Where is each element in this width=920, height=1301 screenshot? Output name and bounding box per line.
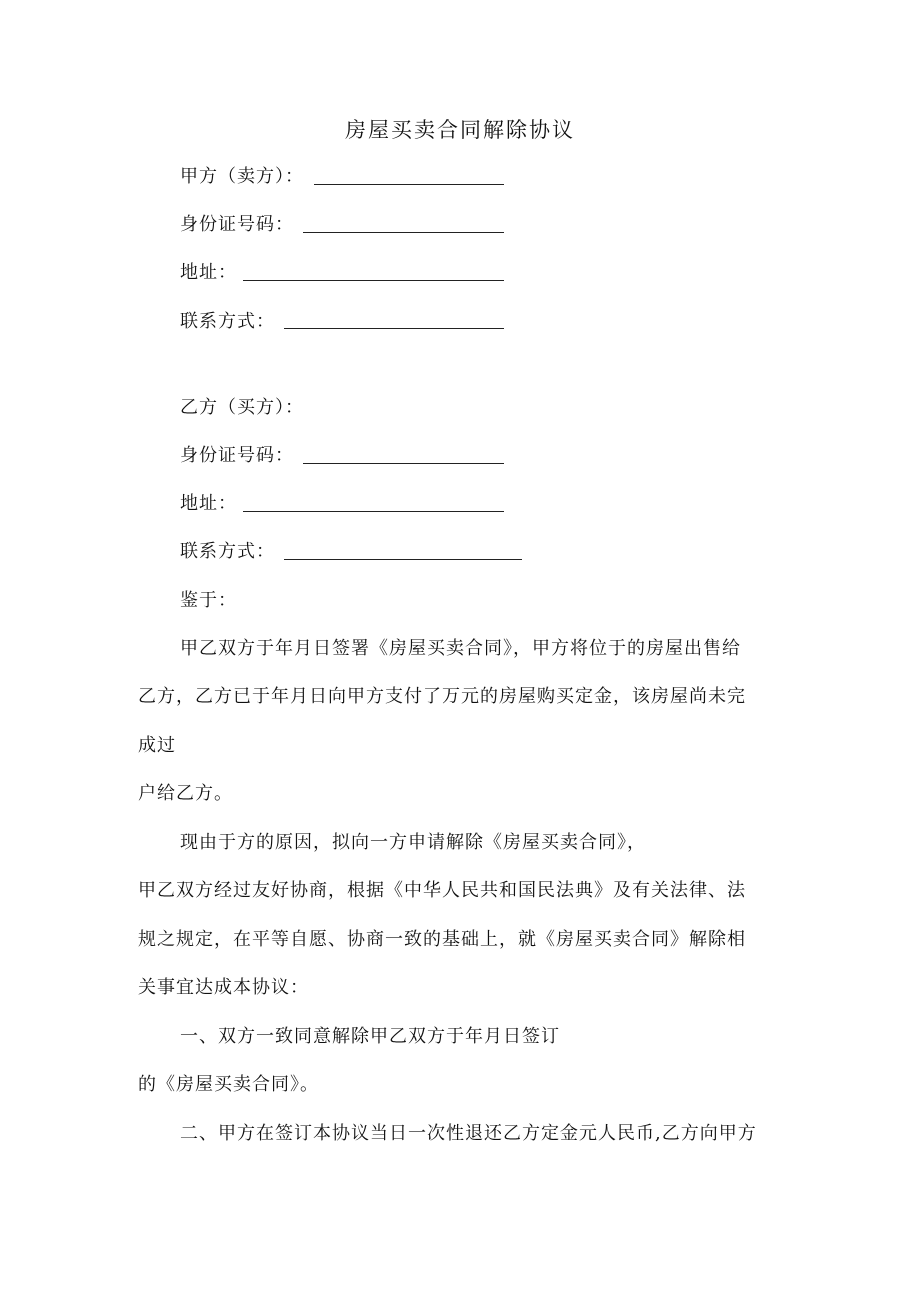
clause-1-line-1: 一、双方一致同意解除甲乙双方于年月日签订	[180, 1026, 560, 1047]
paragraph-2-line-2: 甲乙双方经过友好协商，根据《中华人民共和国民法典》及有关法律、法	[138, 880, 746, 901]
paragraph-1-line-1: 甲乙双方于年月日签署《房屋买卖合同》，甲方将位于的房屋出售给	[180, 638, 741, 659]
party-b-label: 乙方（买方）：	[180, 397, 304, 418]
party-b-contact-blank	[284, 559, 522, 560]
paragraph-2-line-3: 规之规定，在平等自愿、协商一致的基础上，就《房屋买卖合同》解除相	[138, 929, 746, 950]
party-b-address-blank	[243, 511, 504, 512]
party-a-address-blank	[243, 280, 504, 281]
party-b-id-label: 身份证号码：	[180, 445, 294, 466]
paragraph-2-line-4: 关事宜达成本协议：	[138, 977, 309, 998]
party-a-id-blank	[303, 232, 504, 233]
party-b-address-label: 地址：	[180, 493, 237, 514]
paragraph-1-line-4: 户给乙方。	[138, 783, 233, 804]
party-b-id-blank	[303, 463, 504, 464]
party-a-name-blank	[314, 184, 504, 185]
paragraph-1-line-3: 成过	[138, 735, 176, 756]
paragraph-1-line-2: 乙方，乙方已于年月日向甲方支付了万元的房屋购买定金，该房屋尚未完	[138, 686, 746, 707]
party-a-contact-label: 联系方式：	[180, 311, 275, 332]
clause-1-line-2: 的《房屋买卖合同》。	[138, 1074, 319, 1095]
clause-2-line-1: 二、甲方在签订本协议当日一次性退还乙方定金元人民币,乙方向甲方	[180, 1123, 757, 1144]
paragraph-2-line-1: 现由于方的原因，拟向一方申请解除《房屋买卖合同》，	[180, 832, 646, 853]
party-b-contact-label: 联系方式：	[180, 541, 275, 562]
party-a-label: 甲方（卖方）：	[180, 166, 304, 187]
party-a-address-label: 地址：	[180, 262, 237, 283]
party-a-contact-blank	[284, 328, 504, 329]
whereas-label: 鉴于：	[180, 590, 237, 611]
party-a-id-label: 身份证号码：	[180, 214, 294, 235]
document-title: 房屋买卖合同解除协议	[345, 118, 575, 142]
